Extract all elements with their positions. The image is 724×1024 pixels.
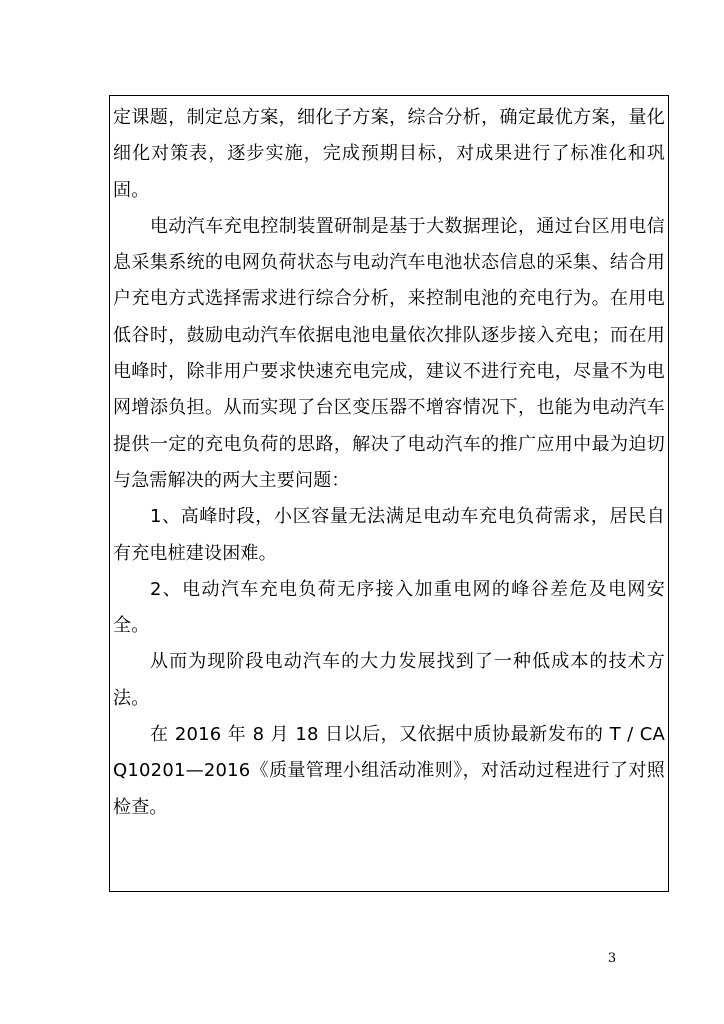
text-frame <box>109 95 669 892</box>
paragraph-2: 电动汽车充电控制装置研制是基于大数据理论，通过台区用电信息采集系统的电网负荷状态与电动汽车电池状态信息的采集、结合用户充电方式选择需求进行综合分析，来控制电池的充电行为。在用电低谷时，鼓励电动汽车依据电池电量依次排队逐步接入充电；而在用电峰时，除非用户要求快速充电完成，建议不进行充电，尽量不为电网增添负担。从而实现了台区变压器不增容情况下，也能为电动汽车提供一定的充电负荷的思路，解决了电动汽车的推广应用中最为迫切与急需解决的两大主要问题： <box>113 215 665 491</box>
page-number: 3 <box>607 951 617 966</box>
paragraph-1: 定课题，制定总方案，细化子方案，综合分析，确定最优方案，量化细化对策表，逐步实施，完成预期目标，对成果进行了标准化和巩固。 <box>113 107 665 201</box>
body-text <box>113 100 665 826</box>
paragraph-3: 1、高峰时段，小区容量无法满足电动车充电负荷需求，居民自有充电桩建设困难。 <box>113 506 665 564</box>
paragraph-6: 在 2016 年 8 月 18 日以后，又依据中质协最新发布的 T / CAQ10201—2016《质量管理小组活动准则》，对活动过程进行了对照检查。 <box>113 724 665 818</box>
paragraph-4: 2、电动汽车充电负荷无序接入加重电网的峰谷差危及电网安全。 <box>113 578 665 637</box>
paragraph-5: 从而为现阶段电动汽车的大力发展找到了一种低成本的技术方法。 <box>113 651 665 709</box>
